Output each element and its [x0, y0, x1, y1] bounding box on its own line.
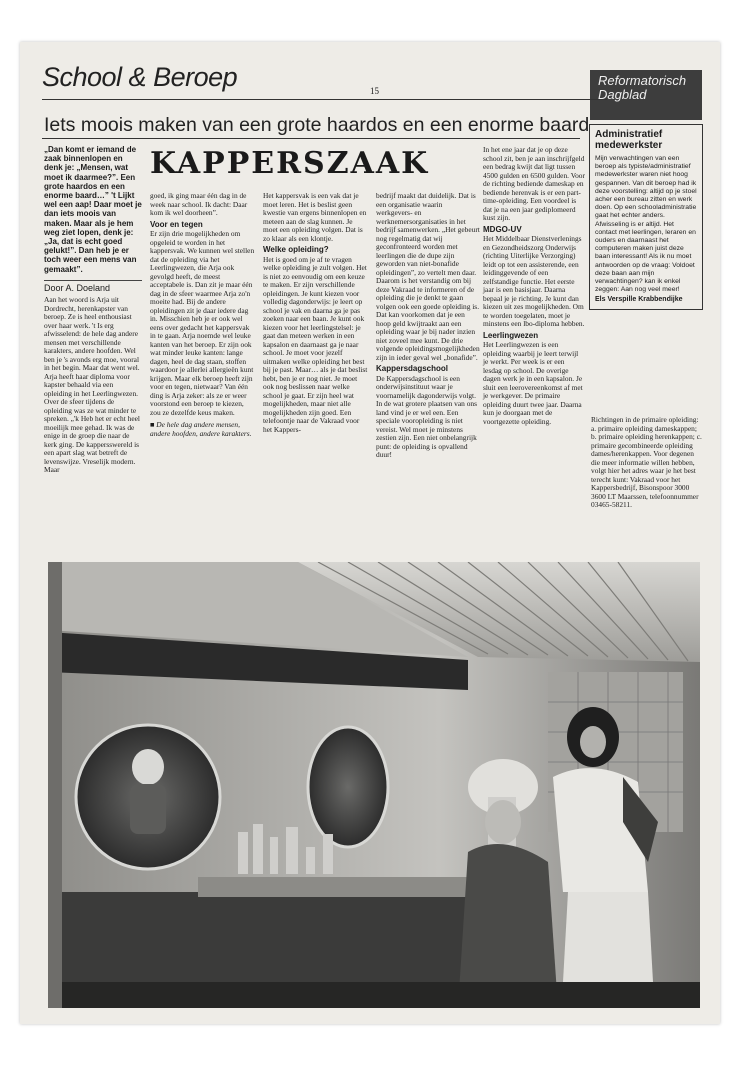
column-5-text-2: Het Leerlingwezen is een opleiding waarbij je leert terwijl je werkt. Per week is er een lesdag op school. De overige dagen werk je in een kapsalon. Je sluit een leerovereenkomst af met je werkgever. De primaire opleiding duurt twee jaar. Daarna kun je doorgaan met de voortgezette opleiding.: [483, 340, 583, 426]
sidebar-title: Administratief medewerkster: [595, 129, 663, 151]
section-title: School & Beroep: [42, 62, 238, 92]
photo-caption: ■ De hele dag andere mensen, andere hoofden, andere karakters.: [150, 420, 252, 438]
column-3-text: Het is goed om je af te vragen welke opleiding je zult volgen. Het is niet zo eenvoudig om een keuze te maken. Er zijn verschillende opleidingen. Je kunt kiezen voor volledig dagonderwijs: je leert op school je vak en daarna ga je pas zoeken naar een baan. Je kunt ook kiezen voor het leerlingstelsel: je gaat dan meteen werken in een kapsalon en daarnaast ga je naar school. Je moet voor jezelf uitmaken welke opleiding het best bij je past. Maar… als je dat beslist hebt, ben je er nog niet. Je moet ook nog beslissen naar welke school je gaat. Er zijn heel wat mogelijkheden, maar niet alle mogelijkheden zijn goed. Een telefoontje naar de Vakraad voor het Kappers-: [263, 254, 368, 434]
sidebar-signature: Els Verspille Krabbendijke: [595, 296, 683, 304]
column-6: [591, 416, 703, 510]
newspaper-page: [20, 42, 720, 1024]
column-3: [263, 192, 369, 434]
column-5: [483, 146, 585, 426]
salon-photo: [48, 562, 700, 1008]
article-headline: Iets moois maken van een grote haardos en een enorme baard: [44, 114, 590, 136]
sidebar-box: [589, 124, 703, 310]
byline: Door A. Doeland: [44, 280, 142, 293]
header-rule: [42, 99, 607, 100]
subheading-kappersdagschool: Kappersdagschool: [376, 364, 449, 373]
brand-line-1: Reformatorisch: [598, 73, 687, 88]
column-5-text-1: Het Middelbaar Dienstverlenings en Gezondheidszorg Onderwijs (richting Uiterlijke Verzorging) leidt op tot een assisterende, een leidinggevende of een zelfstandige functie. Het eerste jaar is een basisjaar. Daarna bepaal je je richting. Je kunt dan kiezen uit zes mogelijkheden. Om te worden toegelaten, moet je minstens een lbo-diploma hebben.: [483, 234, 585, 328]
subheading-welke-opleiding: Welke opleiding?: [263, 245, 329, 254]
brand-line-2: Dagblad: [598, 87, 647, 102]
column-2-lead: goed, ik ging maar één dag in de week naar school. Ik dacht: Daar kom ik wel doorheen”.: [150, 191, 248, 217]
salon-photo-illustration: [48, 562, 700, 1008]
subheading-leerlingwezen: Leerlingwezen: [483, 330, 539, 340]
newspaper-brand: [590, 70, 702, 120]
column-6-text: Richtingen in de primaire opleiding: a. primaire opleiding dameskappen; b. primaire opleiding herenkappen; c. primaire gecombineerde opleiding dames/herenkappen. Voor degenen die meer informatie willen hebben, volgt hier het adres waar je het best terecht kunt: Vakraad voor het Kappersbedrijf, Bisonspoor 3000 3600 LT Maarssen, telefoonnummer 03465-58211.: [591, 415, 702, 509]
subheading-mdgo-uv: MDGO-UV: [483, 224, 522, 234]
column-1: [44, 145, 142, 475]
page-number: 15: [370, 86, 379, 96]
subheading-voor-en-tegen: Voor en tegen: [150, 219, 203, 229]
column-5-lead: In het ene jaar dat je op deze school zit, ben je aan inschrijfgeld een bedrag kwijt dat ligt tussen 4500 gulden en 6500 gulden. Voor de richting bediende dameskap en bediende herenvak is er een part-time-opleiding. Een voordeel is dat je na een jaar gediplomeerd kust zijn.: [483, 145, 585, 222]
column-2: [150, 192, 256, 438]
column-3-lead: Het kappersvak is een vak dat je moet leren. Het is beslist geen kwestie van ergens binnenlopen en meteen aan de slag kunnen. Je moet een opleiding volgen. Dat is zo klaar als een klontje.: [263, 191, 367, 243]
sidebar-text: Mijn verwachtingen van een beroep als typiste/administratief medewerkster waren niet hoog gespannen. Van dit beroep had ik deze voorstelling: altijd op je stoel acher een bureau zitten en werk doen. Op een schooladministratie gaat het echter anders. Afwisseling is er altijd. Het contact met leerlingen, leraren en ouders en daarnaast het computeren maken juist deze baan interessant! Als ik nu moet antwoorden op de vraag: Voldoet deze baan aan mijn verwachtingen? kan ik enkel zeggen: Aan nog veel meer!: [595, 155, 697, 294]
column-2-text: Er zijn drie mogelijkheden om opgeleid te worden in het kappersvak. We kunnen wel stellen dat de opleiding via het Leerlingwezen, die Arja ook gevolgd heeft, de meest acceptabele is. Dan zit je maar één dag in de sfeer waarmee Arja zo'n moeite had. Bij de andere opleidingen zit je daar iedere dag in. Misschien heb je er ook wel eens over gedacht het kappersvak in te gaan. Arja noemde wel leuke kanten van het beroep. Er zijn ook wat minder leuke kanten: lange dagen, heel de dag staan, stoffen waardoor je allerlei allergieën kunt krijgen. Maar elk beroep heeft zijn voor en tegen, nietwaar? Van één ding is Arja zeker: als ze er weer voorstond een beroep te kiezen, zou ze dezelfde keus maken.: [150, 229, 255, 417]
intro-text: „Dan komt er iemand de zaak binnenlopen en denk je: „Mensen, wat moet ik daarmee?”. Een grote haardos en een enorme baard…” 't Lijkt wel een aap! Daar moet je dan iets moois van maken. Maar als je hem weg ziet lopen, denk je: „Ja, dat is echt goed gelukt!”. Dan heb je er toch weer een mens van gemaakt”.: [44, 145, 142, 274]
kicker-title: KAPPERSZAAK: [150, 146, 430, 181]
column-4-text: De Kappersdagschool is een onderwijsinstituut waar je voornamelijk dagonderwijs volgt. In de wat grotere plaatsen van ons land vind je er wel een. Een speciale vooropleiding is niet vereist. Wel moet je minstens zestien zijn. Een niet onbelangrijk punt: de opleiding is opvallend duur!: [376, 373, 477, 459]
column-1-text: Aan het woord is Arja uit Dordrecht, herenkapster van beroep. Ze is heel enthousiast over haar werk. 't Is erg afwisselend: de hele dag andere mensen met verschillende karakters, andere hoofden. Wel ben je 's avonds erg moe, vooral in het begin. Maar dat went wel. Arja heeft haar diploma voor kapster behaald via een opleiding in het Leerlingwezen. Over de sfeer tijdens de opleiding was ze wat minder te spreken. „'k Heb het er echt heel moeilijk mee gehad. Ik was de enige in de groep die naar de kerk ging. De kappersswereld is een apart slag wat betreft de levenswijze. Vreselijk modern. Maar: [44, 295, 140, 475]
column-4-lead: bedrijf maakt dat duidelijk. Dat is een organisatie waarin werkgevers- en werknemersorganisaties in het bedrijf samenwerken. „Het gebeurt nog regelmatig dat wij geconfronteerd worden met leerlingen die de dupe zijn geworden van niet-bonafide opleidingen”, zo vertelt men daar. Daarom is het verstandig om bij deze Vakraad te informeren of de opleiding die je denkt te gaan volgen ook een goede opleiding is. Dat kan voorkomen dat je een hoop geld kwijtraakt aan een opleiding waar je bij nader inzien niet zoveel mee kunt. De drie volgende opleidingsmogelijkheden zijn in ieder geval wel „bonafide”.: [376, 191, 480, 362]
headline-rule: [42, 138, 580, 139]
column-4: [376, 192, 480, 460]
